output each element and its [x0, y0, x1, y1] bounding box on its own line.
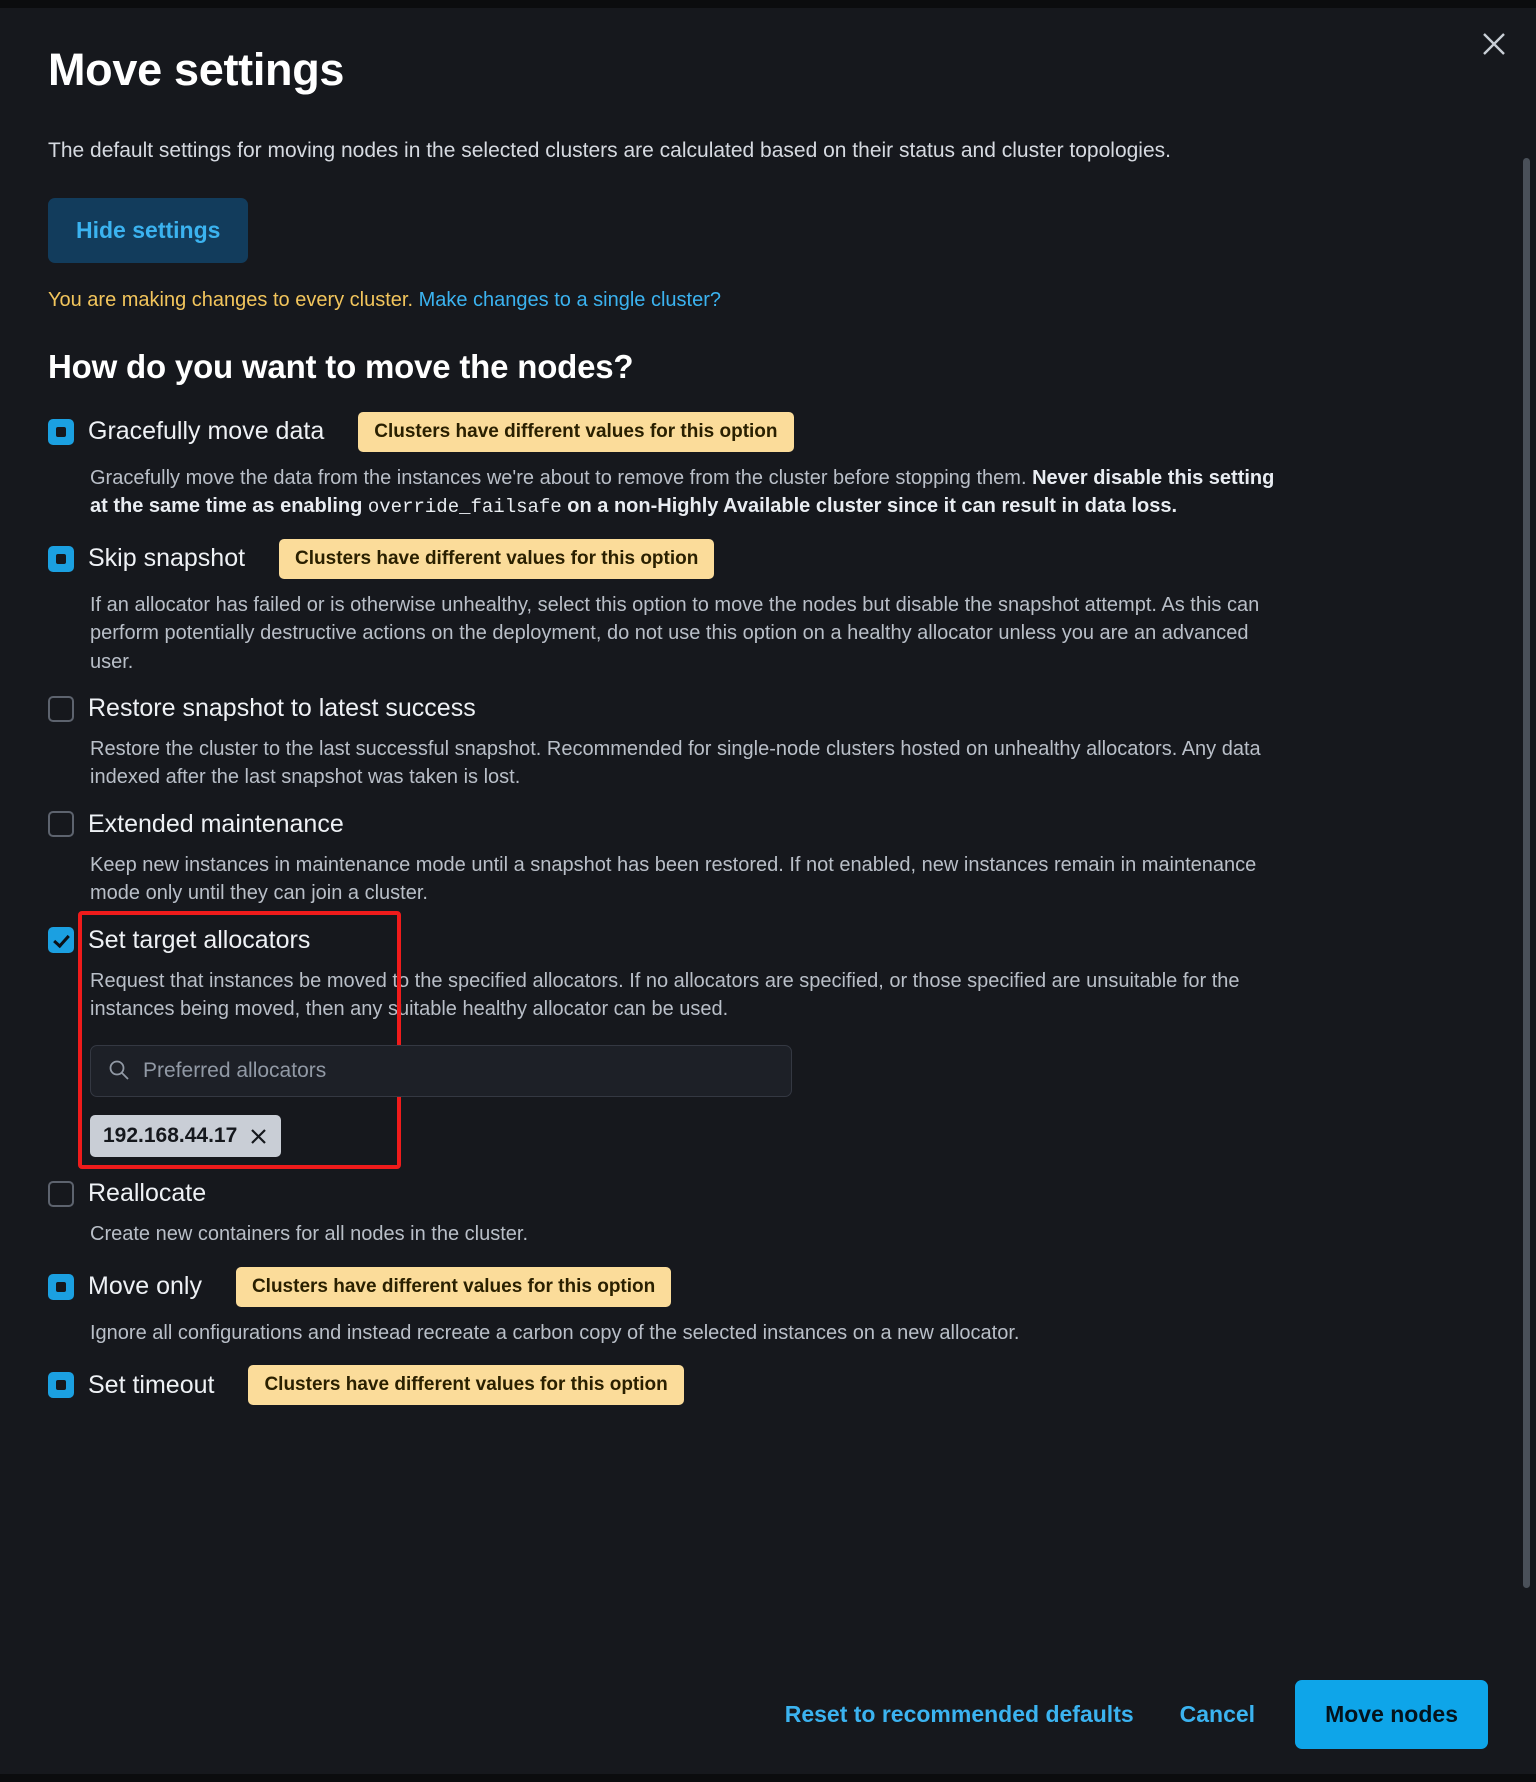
status-badge: Clusters have different values for this option	[248, 1365, 683, 1405]
allocator-chip-label: 192.168.44.17	[103, 1124, 238, 1148]
desc-part-3: on a non-Highly Available cluster since it can result in data loss.	[561, 494, 1178, 517]
checkbox-skip-snapshot[interactable]	[48, 546, 74, 572]
dialog-description: The default settings for moving nodes in the selected clusters are calculated based on their status and cluster topologies.	[48, 138, 1171, 162]
checkbox-gracefully-move-data[interactable]	[48, 419, 74, 445]
status-badge: Clusters have different values for this option	[279, 539, 714, 579]
option-description: If an allocator has failed or is otherwise unhealthy, select this option to move the nodes but disable the snapshot attempt. As this can perform potentially destructive actions on the deployment, do not use this option on a healthy allocator unless you are an advanced user.	[90, 593, 1260, 673]
allocator-search-input[interactable]	[90, 1045, 792, 1097]
checkbox-restore-snapshot[interactable]	[48, 696, 74, 722]
option-label: Move only	[88, 1272, 202, 1301]
option-reallocate	[48, 1179, 1476, 1248]
scrollbar[interactable]	[1523, 158, 1530, 1588]
option-description: Keep new instances in maintenance mode until a snapshot has been restored. If not enabled, new instances remain in maintenance mode only until they can join a cluster.	[90, 853, 1257, 905]
allocator-chip[interactable]	[90, 1115, 281, 1157]
option-label: Reallocate	[88, 1179, 207, 1208]
option-label: Set timeout	[88, 1370, 215, 1399]
checkbox-reallocate[interactable]	[48, 1181, 74, 1207]
desc-code: override_failsafe	[367, 495, 562, 518]
option-extended-maintenance	[48, 810, 1476, 908]
single-cluster-link[interactable]: Make changes to a single cluster?	[418, 288, 721, 311]
hide-settings-button[interactable]: Hide settings	[48, 198, 248, 263]
desc-part-2: Never disable this setting at the same time as enabling	[90, 466, 1275, 517]
cluster-scope-warning	[48, 289, 1476, 312]
checkbox-set-target-allocators[interactable]	[48, 927, 74, 953]
scrollbar-thumb[interactable]	[1523, 158, 1530, 1588]
cancel-button[interactable]: Cancel	[1174, 1700, 1261, 1729]
option-restore-snapshot	[48, 694, 1476, 792]
section-title: How do you want to move the nodes?	[48, 347, 634, 385]
option-description	[90, 464, 1290, 521]
option-description: Restore the cluster to the last successful snapshot. Recommended for single-node clusters hosted on unhealthy allocators. Any data indexed after the last snapshot was taken is lost.	[90, 738, 1261, 789]
close-icon[interactable]	[249, 1127, 268, 1146]
status-badge: Clusters have different values for this option	[358, 412, 793, 452]
move-settings-dialog	[0, 8, 1536, 1774]
desc-part-1: Gracefully move the data from the instances we're about to remove from the cluster before stopping them.	[90, 466, 1033, 489]
option-move-only	[48, 1267, 1476, 1347]
dialog-content	[0, 8, 1536, 1654]
page-title: Move settings	[48, 44, 345, 95]
option-label: Restore snapshot to latest success	[88, 694, 476, 723]
allocator-search-wrap	[90, 1045, 792, 1097]
checkbox-move-only[interactable]	[48, 1274, 74, 1300]
option-description: Create new containers for all nodes in the cluster.	[90, 1223, 529, 1246]
status-badge: Clusters have different values for this option	[236, 1267, 671, 1307]
option-label: Set target allocators	[88, 925, 311, 954]
option-gracefully-move-data	[48, 412, 1476, 521]
option-description: Request that instances be moved to the specified allocators. If no allocators are specified, or those specified are unsuitable for the instances being moved, then any suitable healthy allocator can be used.	[90, 969, 1240, 1021]
option-label: Gracefully move data	[88, 417, 325, 446]
option-set-target-allocators	[48, 926, 1476, 1158]
checkbox-set-timeout[interactable]	[48, 1372, 74, 1398]
cluster-scope-warning-text: You are making changes to every cluster.	[48, 288, 414, 311]
option-set-timeout	[48, 1365, 1476, 1405]
checkbox-extended-maintenance[interactable]	[48, 811, 74, 837]
option-description: Ignore all configurations and instead recreate a carbon copy of the selected instances on a new allocator.	[90, 1321, 1020, 1344]
dialog-footer	[0, 1654, 1536, 1774]
search-icon	[108, 1059, 130, 1086]
option-skip-snapshot	[48, 539, 1476, 676]
option-label: Extended maintenance	[88, 809, 344, 838]
option-label: Skip snapshot	[88, 544, 246, 573]
move-nodes-button[interactable]: Move nodes	[1295, 1680, 1488, 1749]
reset-defaults-button[interactable]: Reset to recommended defaults	[779, 1700, 1140, 1729]
